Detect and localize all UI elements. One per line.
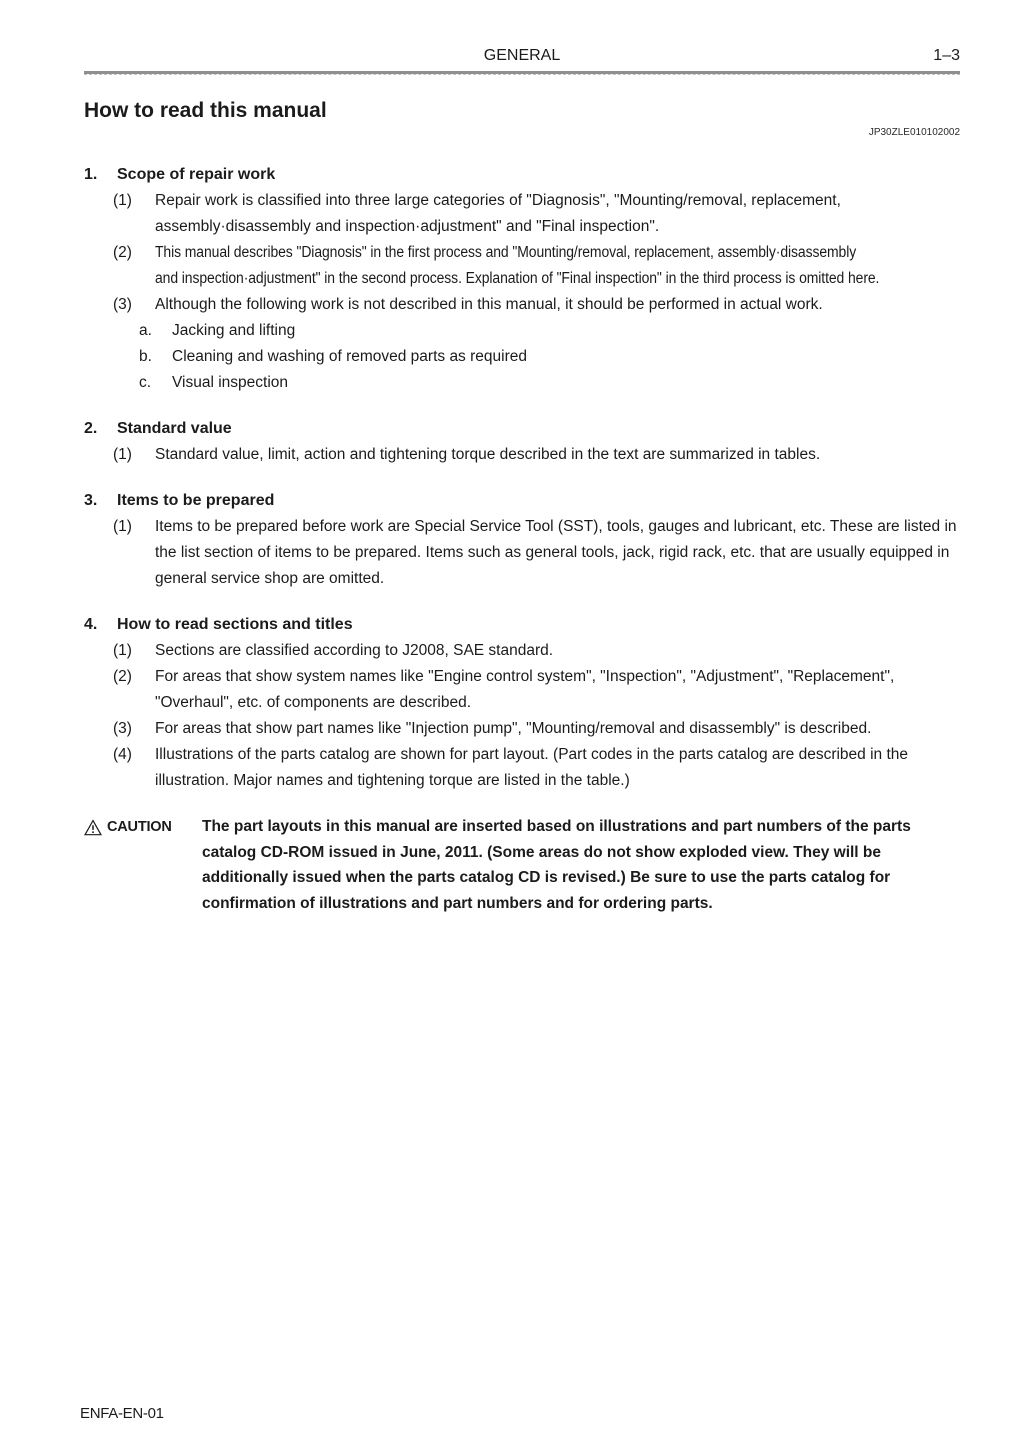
- list-item: [84, 292, 960, 318]
- subitem-text: Jacking and lifting: [172, 322, 296, 339]
- section-number: 2.: [84, 420, 98, 437]
- item-text: Items to be prepared before work are Special Service Tool (SST), tools, gauges and lubricant, etc. These are listed in the list section of items to be prepared. Items such as general tools, jack, rigid rack, etc. that are usually equipped in general service shop are omitted.: [155, 518, 957, 587]
- item-text: For areas that show system names like "Engine control system", "Inspection", "Adjustment", "Replacement", "Overhaul", etc. of components are described.: [155, 668, 895, 711]
- section-heading-text: Scope of repair work: [117, 166, 276, 183]
- section-number: 4.: [84, 616, 98, 633]
- item-text: This manual describes "Diagnosis" in the first process and "Mounting/removal, replacement, assembly·disassembly and inspection·adjustment" in the second process. Explanation of "Final inspection" in the third process is omitted here.: [155, 244, 880, 287]
- warning-triangle-icon: [84, 819, 102, 836]
- item-text: Sections are classified according to J2008, SAE standard.: [155, 642, 554, 659]
- list-item: [84, 514, 960, 592]
- page-number: 1–3: [933, 47, 960, 64]
- section-list: [0, 162, 1024, 794]
- section-standard-value: [84, 416, 960, 468]
- list-item: [84, 638, 960, 664]
- list-item: [84, 664, 960, 716]
- section-heading: [84, 416, 960, 442]
- caution-label: CAUTION: [107, 819, 172, 835]
- section-heading: [84, 488, 960, 514]
- section-heading: [84, 612, 960, 638]
- caution-block: [84, 814, 960, 916]
- list-item: [84, 716, 960, 742]
- footer-document-id: ENFA-EN-01: [80, 1405, 164, 1422]
- sub-list-item: [139, 344, 960, 370]
- item-text: For areas that show part names like "Injection pump", "Mounting/removal and disassembly" is described.: [155, 720, 872, 737]
- item-text: Illustrations of the parts catalog are shown for part layout. (Part codes in the parts catalog are described in the illustration. Major names and tightening torque are listed in the table.): [155, 746, 909, 789]
- section-scope-of-repair-work: [84, 162, 960, 396]
- item-text: Although the following work is not described in this manual, it should be performed in actual work.: [155, 296, 823, 313]
- sub-list-item: [139, 318, 960, 344]
- item-label: (1): [113, 446, 132, 463]
- page-header: [84, 46, 960, 66]
- subitem-text: Cleaning and washing of removed parts as required: [172, 348, 527, 365]
- item-text: Repair work is classified into three large categories of "Diagnosis", "Mounting/removal, replacement, assembly·disassembly and inspection·adjustment" and "Final inspection".: [155, 192, 841, 235]
- header-section-title: GENERAL: [483, 47, 561, 64]
- caution-text: The part layouts in this manual are inserted based on illustrations and part numbers of the parts catalog CD-ROM issued in June, 2011. (Some areas do not show exploded view. They will be additionally issued when the parts catalog CD is revised.) Be sure to use the parts catalog for confirmation of illustrations and part numbers and for ordering parts.: [202, 818, 911, 912]
- section-how-to-read-sections-and-titles: [84, 612, 960, 794]
- subitem-text: Visual inspection: [172, 374, 289, 391]
- section-number: 1.: [84, 166, 98, 183]
- item-label: (1): [113, 192, 132, 209]
- caution-header: [84, 814, 202, 840]
- list-item: [84, 188, 960, 240]
- page-title: How to read this manual: [84, 99, 327, 122]
- list-item: [84, 442, 960, 468]
- subitem-label: a.: [139, 322, 152, 339]
- item-label: (4): [113, 746, 132, 763]
- section-heading-text: How to read sections and titles: [117, 616, 353, 633]
- document-reference-code: JP30ZLE010102002: [868, 127, 960, 138]
- item-label: (3): [113, 296, 132, 313]
- subitem-label: b.: [139, 348, 152, 365]
- sub-list-item: [139, 370, 960, 396]
- item-label: (1): [113, 642, 132, 659]
- list-item: [84, 742, 960, 794]
- item-label: (1): [113, 518, 132, 535]
- section-heading-text: Standard value: [117, 420, 232, 437]
- section-items-to-be-prepared: [84, 488, 960, 592]
- section-number: 3.: [84, 492, 98, 509]
- header-divider: [84, 71, 960, 75]
- item-label: (3): [113, 720, 132, 737]
- item-label: (2): [113, 244, 132, 261]
- item-text: Standard value, limit, action and tightening torque described in the text are summarized in tables.: [155, 446, 821, 463]
- list-item: [84, 240, 960, 292]
- item-label: (2): [113, 668, 132, 685]
- subitem-label: c.: [139, 374, 152, 391]
- section-heading: [84, 162, 960, 188]
- section-heading-text: Items to be prepared: [117, 492, 275, 509]
